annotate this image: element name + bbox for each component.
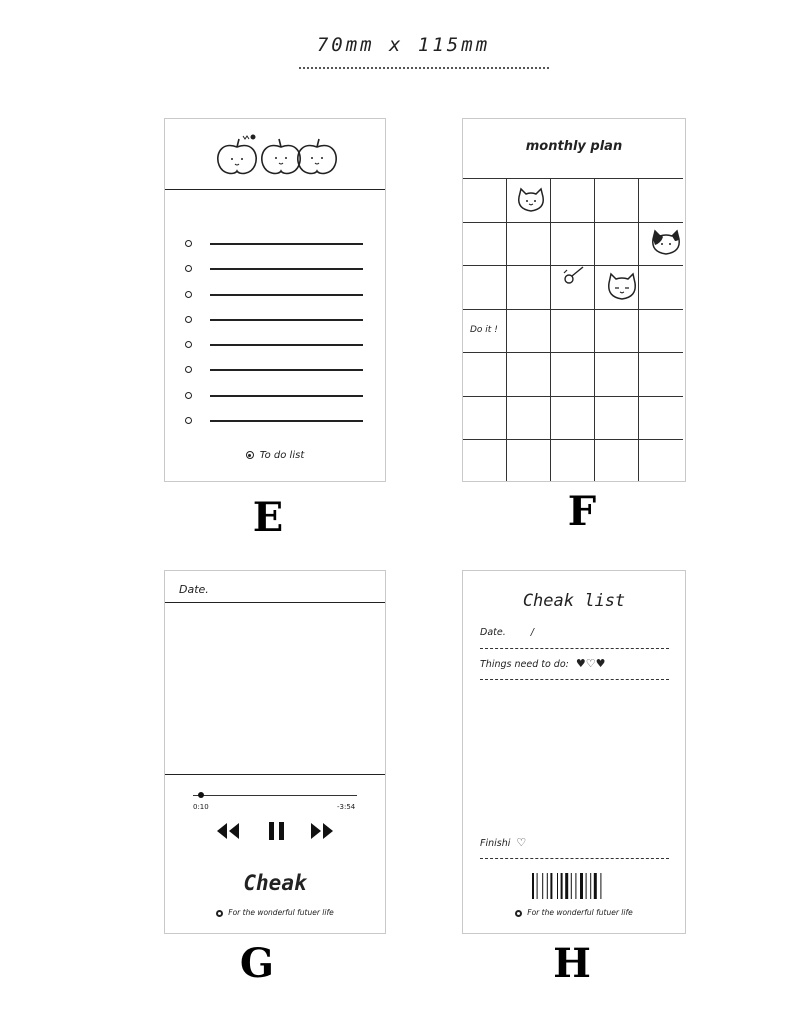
calendar-cell[interactable] [507,309,551,353]
gear-icon [515,910,522,917]
bullet-icon [185,240,192,247]
calendar-cell[interactable] [463,352,507,396]
filled-heart-icon: ♥ [595,657,606,670]
todo-row[interactable] [185,316,363,328]
outline-heart-icon: ♡ [516,836,527,849]
calendar-cell[interactable] [595,396,639,440]
outline-heart-icon: ♡ [585,657,596,670]
player-footer-text: For the wonderful futuer life [228,908,334,917]
finish-row [480,837,526,849]
apples-illustration [213,131,339,179]
card-e-todo-list [164,118,386,482]
todo-row[interactable] [185,291,363,303]
size-label: 70mm x 115mm [316,34,491,56]
cat-icon [515,187,547,215]
calendar-cell[interactable] [639,396,683,440]
calendar-cell[interactable] [463,265,507,309]
calendar-cell[interactable] [639,265,683,309]
calendar-cell[interactable] [507,265,551,309]
card-h-check-list [462,570,686,934]
dashed-divider [480,679,669,680]
card-letter-e: E [252,494,284,541]
things-row [480,658,606,670]
todo-row[interactable] [185,240,363,252]
fast-forward-icon[interactable] [311,823,333,839]
calendar-cell[interactable] [639,439,683,482]
calendar-cell[interactable] [551,309,595,353]
player-controls [213,819,339,843]
spotted-cat-icon [649,229,683,257]
calendar-cell[interactable] [595,222,639,266]
date-divider [165,602,385,603]
calendar-cell[interactable] [551,352,595,396]
barcode-icon [532,873,618,899]
paw-icon [561,263,589,287]
time-elapsed: 0:10 [193,803,209,811]
rewind-icon[interactable] [217,823,239,839]
header-divider [165,189,385,190]
calendar-cell[interactable] [463,396,507,440]
progress-knob[interactable] [198,792,204,798]
target-icon [246,451,254,459]
calendar-cell[interactable] [507,439,551,482]
time-remaining: -3:54 [337,803,356,811]
gear-icon [216,910,223,917]
calendar-cell[interactable] [639,352,683,396]
calendar-cell[interactable] [639,178,683,222]
todo-row[interactable] [185,392,363,404]
todo-line [210,243,363,245]
todo-line [210,268,363,270]
bullet-icon [185,316,192,323]
check-list-footer-text: For the wonderful futuer life [527,908,633,917]
size-underline [299,67,549,69]
card-letter-g: G [239,940,275,987]
todo-line [210,395,363,397]
dashed-divider [480,858,669,859]
progress-track[interactable] [193,795,357,796]
bullet-icon [185,265,192,272]
bullet-icon [185,341,192,348]
check-list-footer [463,908,685,917]
bullet-icon [185,417,192,424]
date-separator: / [530,627,534,638]
sleepy-cat-icon [605,272,639,302]
monthly-plan-title: monthly plan [525,139,623,154]
todo-line [210,319,363,321]
do-it-note: Do it ! [470,325,498,335]
card-letter-f: F [567,488,597,535]
player-divider [165,774,385,775]
calendar-cell[interactable] [551,222,595,266]
card-g-player [164,570,386,934]
calendar-cell[interactable] [551,178,595,222]
pause-icon[interactable] [269,822,284,840]
things-label: Things need to do: [480,659,569,670]
todo-row[interactable] [185,366,363,378]
calendar-cell[interactable] [507,222,551,266]
todo-line [210,344,363,346]
date-row [480,627,534,638]
filled-heart-icon: ♥ [575,657,586,670]
player-title: Cheak [243,871,307,895]
todo-row[interactable] [185,265,363,277]
card-f-monthly-plan [462,118,686,482]
calendar-cell[interactable] [463,178,507,222]
calendar-cell[interactable] [639,309,683,353]
todo-footer-label: To do list [259,450,305,461]
todo-line [210,420,363,422]
todo-footer [165,450,385,461]
bullet-icon [185,392,192,399]
todo-row[interactable] [185,341,363,353]
bullet-icon [185,366,192,373]
date-label: Date. [480,627,506,638]
date-label: Date. [179,583,209,596]
todo-line [210,369,363,371]
calendar-cell[interactable] [551,396,595,440]
todo-row[interactable] [185,417,363,429]
todo-line [210,294,363,296]
calendar-cell[interactable] [595,178,639,222]
calendar-cell[interactable] [463,222,507,266]
calendar-cell[interactable] [463,439,507,482]
player-footer [165,908,385,917]
calendar-cell[interactable] [595,352,639,396]
finish-label: Finishi [480,838,511,849]
check-list-title: Cheak list [522,591,626,611]
calendar-cell[interactable] [507,396,551,440]
dashed-divider [480,648,669,649]
bullet-icon [185,291,192,298]
card-letter-h: H [553,940,591,987]
calendar-cell[interactable] [595,439,639,482]
calendar-cell[interactable] [595,309,639,353]
calendar-cell[interactable] [507,352,551,396]
calendar-cell[interactable] [551,439,595,482]
